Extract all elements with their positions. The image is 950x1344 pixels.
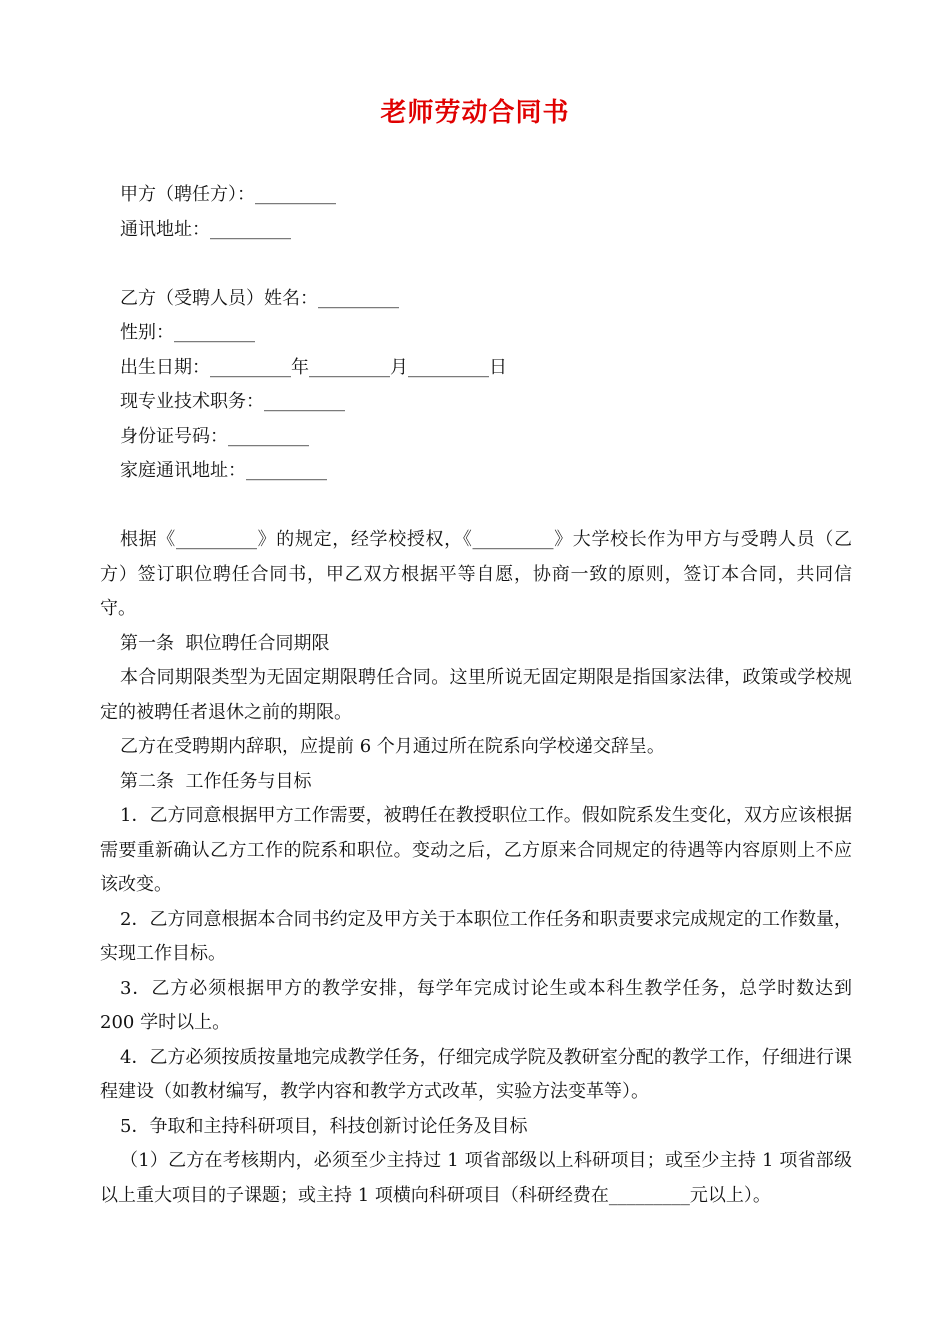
- article2-item-1: 1．乙方同意根据甲方工作需要，被聘任在教授职位工作。假如院系发生变化，双方应该根据需要重新确认乙方工作的院系和职位。变动之后，乙方原来合同规定的待遇等内容原则上不应该改变。: [100, 805, 852, 895]
- party-a-name-line: 甲方（聘任方）：_________: [120, 184, 336, 205]
- article1-paragraph-1: 本合同期限类型为无固定期限聘任合同。这里所说无固定期限是指国家法律，政策或学校规定的被聘任者退休之前的期限。: [100, 667, 852, 723]
- article2-item-5-sub-1: （1）乙方在考核期内，必须至少主持过 1 项省部级以上科研项目；或至少主持 1 项省部级以上重大项目的子课题；或主持 1 项横向科研项目（科研经费在_________元以上）。: [100, 1150, 852, 1206]
- article1-heading: 第一条 职位聘任合同期限: [120, 632, 330, 654]
- party-b-birth-line: 出生日期：_________年_________月_________日: [120, 356, 507, 378]
- party-b-home-address-line: 家庭通讯地址：_________: [120, 460, 327, 481]
- spacer: [100, 489, 852, 524]
- article2-item-3: 3．乙方必须根据甲方的教学安排，每学年完成讨论生或本科生教学任务，总学时数达到 200 学时以上。: [100, 977, 852, 1033]
- party-b-name-line: 乙方（受聘人员）姓名：_________: [120, 287, 399, 309]
- party-b-title-line: 现专业技术职务：_________: [120, 391, 345, 412]
- article2-item-5: 5．争取和主持科研项目，科技创新讨论任务及目标: [120, 1115, 528, 1137]
- article2-item-2: 2．乙方同意根据本合同书约定及甲方关于本职位工作任务和职责要求完成规定的工作数量，实现工作目标。: [100, 908, 852, 964]
- article2-item-4: 4．乙方必须按质按量地完成教学任务，仔细完成学院及教研室分配的教学工作，仔细进行课程建设（如教材编写，教学内容和教学方式改革，实验方法变革等）。: [100, 1046, 852, 1102]
- party-b-id-line: 身份证号码：_________: [120, 425, 309, 447]
- document-body: [100, 178, 852, 1213]
- party-a-address-line: 通讯地址：_________: [120, 218, 291, 240]
- document-title: 老师劳动合同书: [380, 98, 570, 128]
- article1-paragraph-2: 乙方在受聘期内辞职，应提前 6 个月通过所在院系向学校递交辞呈。: [120, 736, 665, 757]
- article2-heading: 第二条 工作任务与目标: [120, 770, 312, 792]
- preamble-paragraph: 根据《_________》的规定，经学校授权，《_________》大学校长作为甲方与受聘人员（乙方）签订职位聘任合同书，甲乙双方根据平等自愿，协商一致的原则，签订本合同，共同信守。: [100, 529, 852, 619]
- spacer: [100, 247, 852, 282]
- party-b-gender-line: 性别：_________: [120, 322, 255, 343]
